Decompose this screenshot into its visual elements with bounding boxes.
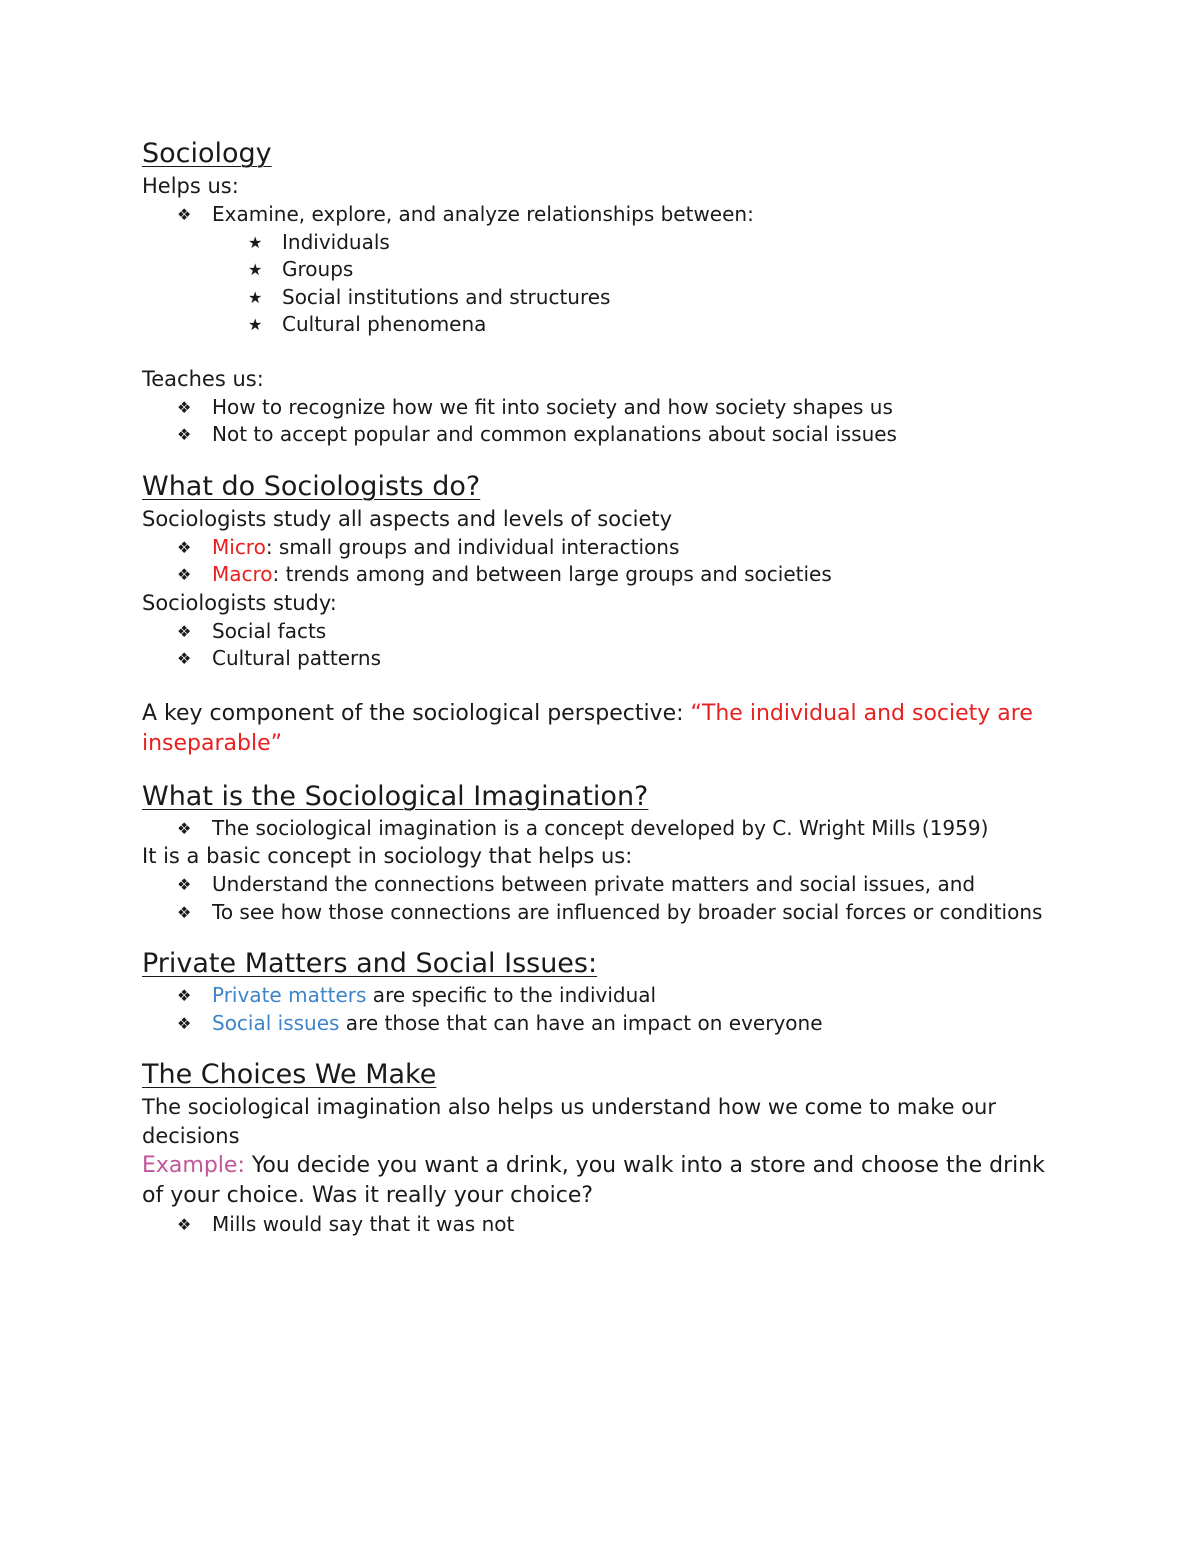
social-issues-term: Social issues	[212, 1010, 340, 1035]
list-item	[142, 1010, 1062, 1038]
list-item: ❖ Mills would say that it was not	[142, 1211, 1062, 1239]
heading-choices-we-make: The Choices We Make	[142, 1059, 437, 1090]
helps-list	[142, 201, 1062, 339]
list-item	[142, 561, 1062, 589]
basic-concept-label: It is a basic concept in sociology that helps us:	[142, 844, 633, 868]
micro-term: Micro	[212, 534, 266, 559]
heading-private-matters: Private Matters and Social Issues:	[142, 948, 598, 979]
mills-list	[142, 1211, 1062, 1239]
key-component	[142, 699, 1062, 759]
example-text: You decide you want a drink, you walk into a store and choose the drink of your choice. Was it really your choice?	[142, 1153, 1045, 1208]
levels-list	[142, 534, 1062, 589]
list-item: ★ Social institutions and structures	[142, 284, 1062, 312]
list-item: ❖ Social facts	[142, 618, 1062, 646]
list-item	[142, 534, 1062, 562]
list-item: ❖ The sociological imagination is a concept developed by C. Wright Mills (1959)	[142, 815, 1062, 843]
private-matters-definition: are specific to the individual	[366, 983, 657, 1007]
heading-sociology: Sociology	[142, 138, 272, 169]
helps-us-label: Helps us:	[142, 174, 239, 198]
key-component-quote: “The individual and society are inseparable”	[142, 700, 1033, 756]
private-matters-term: Private matters	[212, 983, 367, 1007]
private-social-list	[142, 982, 1062, 1037]
imagination-list	[142, 815, 1062, 843]
document-content	[142, 136, 1062, 1239]
list-item	[142, 982, 1062, 1010]
social-issues-definition: are those that can have an impact on everyone	[339, 1010, 823, 1035]
list-item: ★ Individuals	[142, 229, 1062, 257]
heading-what-do-sociologists-do: What do Sociologists do?	[142, 470, 481, 502]
macro-definition: : trends among and between large groups and societies	[272, 562, 832, 586]
example-paragraph	[142, 1151, 1062, 1211]
sociologists-intro: Sociologists study all aspects and levels of society	[142, 506, 673, 531]
sociologists-study-label: Sociologists study:	[142, 590, 337, 615]
teaches-list	[142, 394, 1062, 449]
list-item: ★ Cultural phenomena	[142, 311, 1062, 339]
macro-term: Macro	[212, 562, 273, 586]
list-item: ❖ Not to accept popular and common explanations about social issues	[142, 421, 1062, 449]
list-item: ❖ Cultural patterns	[142, 645, 1062, 673]
heading-sociological-imagination: What is the Sociological Imagination?	[142, 780, 649, 812]
example-label: Example:	[142, 1153, 245, 1178]
list-item: ★ Groups	[142, 256, 1062, 284]
list-item: ❖ Examine, explore, and analyze relationships between:	[142, 201, 1062, 229]
list-item: ❖ How to recognize how we fit into society and how society shapes us	[142, 394, 1062, 422]
key-component-prefix: A key component of the sociological perspective:	[142, 700, 691, 726]
list-item: ❖ Understand the connections between private matters and social issues, and	[142, 871, 1062, 899]
micro-definition: : small groups and individual interactions	[265, 534, 680, 559]
study-list	[142, 618, 1062, 673]
choices-intro: The sociological imagination also helps us understand how we come to make our decisions	[142, 1095, 996, 1148]
teaches-us-label: Teaches us:	[142, 366, 264, 391]
list-item: ❖ To see how those connections are influenced by broader social forces or conditions	[142, 899, 1062, 927]
helps-us-list	[142, 871, 1062, 926]
